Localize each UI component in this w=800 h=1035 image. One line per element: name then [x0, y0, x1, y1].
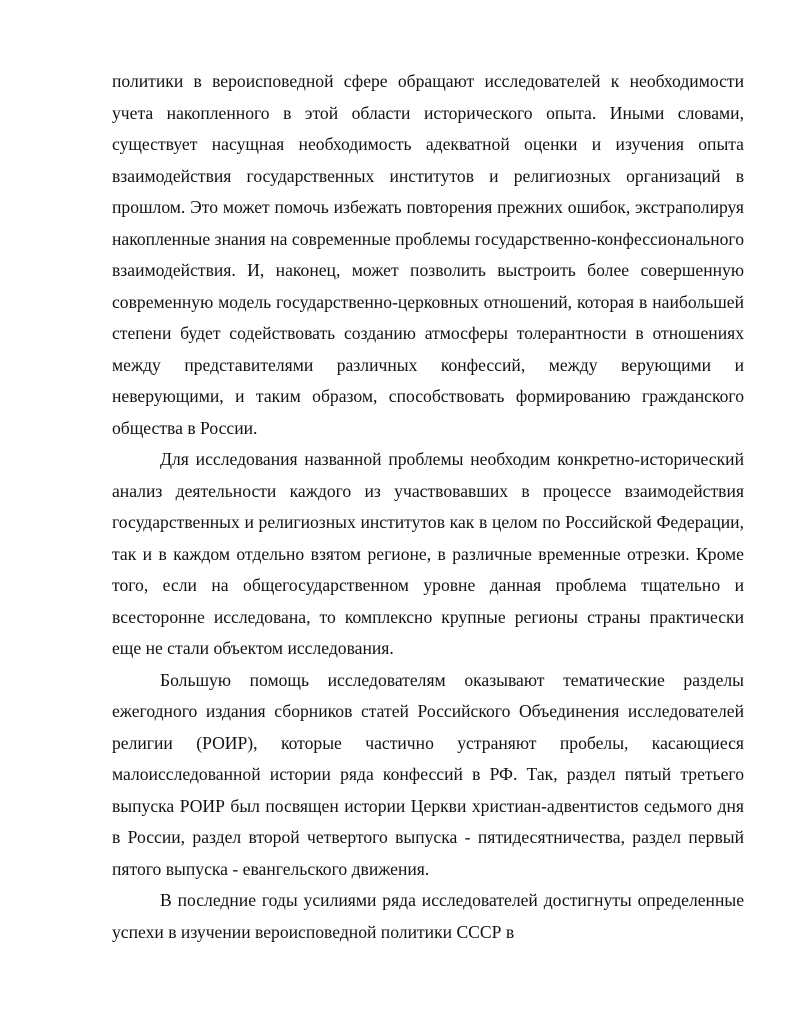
paragraph-2: Для исследования названной проблемы необходим конкретно-исторический анализ деятельности каждого из участвовавших в процессе взаимодействия государственных и религиозных институтов как в целом по Российской Федерации, так и в каждом отдельно взятом регионе, в различные временные отрезки. Кроме того, если на общегосударственном уровне данная проблема тщательно и всесторонне исследована, то комплексно крупные регионы страны практически еще не стали объектом исследования. — [112, 449, 744, 658]
paragraph-4: В последние годы усилиями ряда исследователей достигнуты определенные успехи в изучении вероисповедной политики СССР в — [112, 890, 744, 942]
document-page — [112, 66, 744, 948]
paragraph-3: Большую помощь исследователям оказывают тематические разделы ежегодного издания сборников статей Российского Объединения исследователей религии (РОИР), которые частично устраняют пробелы, касающиеся малоисследованной истории ряда конфессий в РФ. Так, раздел пятый третьего выпуска РОИР был посвящен истории Церкви христиан-адвентистов седьмого дня в России, раздел второй четвертого выпуска - пятидесятничества, раздел первый пятого выпуска - евангельского движения. — [112, 669, 744, 879]
paragraph-1: политики в вероисповедной сфере обращают исследователей к необходимости учета накопленного в этой области исторического опыта. Иными словами, существует насущная необходимость адекватной оценки и изучения опыта взаимодействия государственных институтов и религиозных организаций в прошлом. Это может помочь избежать повторения прежних ошибок, экстраполируя накопленные знания на современные проблемы государственно-конфессионального взаимодействия. И, наконец, может позволить выстроить более совершенную современную модель государственно-церковных отношений, которая в наибольшей степени будет содействовать созданию атмосферы толерантности в отношениях между представителями различных конфессий, между верующими и неверующими, и таким образом, способствовать формированию гражданского общества в России. — [112, 71, 744, 438]
